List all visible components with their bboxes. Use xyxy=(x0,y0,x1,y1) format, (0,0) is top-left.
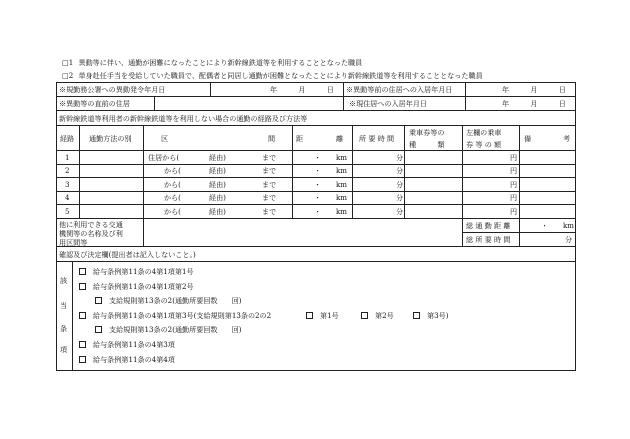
prev-residence-date-label: ※異動等前の住居への入居年月日 xyxy=(346,85,453,94)
decision-checkbox-1[interactable] xyxy=(79,268,86,275)
decision-checkbox-2[interactable] xyxy=(79,283,86,290)
col-time-sep xyxy=(404,125,405,218)
route-distance-unit: km xyxy=(336,193,348,202)
decision-checkbox-3a[interactable] xyxy=(95,326,102,333)
total-distance-dot: ・ xyxy=(541,221,549,230)
decision-checkbox-3[interactable] xyxy=(79,312,86,319)
intro-text-2: 単身赴任手当を受給していた職員で、配偶者と同居し通勤が困難となったことにより新幹線鉄道等を利用することとなった職員 xyxy=(78,71,483,80)
header-time: 所 要 時 間 xyxy=(359,134,395,143)
col-section-sep xyxy=(292,125,293,218)
route-number: 4 xyxy=(65,193,70,202)
route-to[interactable]: まで xyxy=(262,207,277,216)
frame-left-line xyxy=(56,82,57,370)
total-label-sep xyxy=(519,218,520,246)
route-distance-unit: km xyxy=(336,207,348,216)
route-distance-dot: ・ xyxy=(314,180,322,189)
route-fare-unit: 円 xyxy=(510,207,518,216)
decision-side-sep xyxy=(72,261,73,370)
intro-text-1: 異動等に伴い、通勤が困難になったことにより新幹線鉄道等を利用することとなった職員 xyxy=(78,58,363,67)
decision-title: 確認及び決定欄(提出者は記入しないこと。) xyxy=(59,250,196,259)
decision-side-char-4: 項 xyxy=(60,345,68,354)
current-residence-date-value[interactable]: 年 月 日 xyxy=(502,99,566,108)
prev-residence-label: ※異動等の直前の住居 xyxy=(59,99,130,108)
header-route: 経路 xyxy=(60,134,75,143)
header-distance-right: 離 xyxy=(336,134,344,143)
header-fare-1: 左欄の乗車 xyxy=(466,128,502,137)
decision-suboption-1: 第1号 xyxy=(320,311,339,320)
route-from[interactable]: 住居から( xyxy=(148,153,180,162)
transfer-date-value[interactable]: 年 月 日 xyxy=(270,85,334,94)
col-dist-sep xyxy=(352,125,353,218)
route-number: 5 xyxy=(65,207,70,216)
route-fare-unit: 円 xyxy=(510,193,518,202)
decision-side-char-1: 該 xyxy=(60,276,68,285)
date-row-bottom xyxy=(56,110,576,111)
route-number: 3 xyxy=(65,180,70,189)
frame-bottom-line xyxy=(56,370,576,371)
route-distance-dot: ・ xyxy=(314,207,322,216)
route-from[interactable]: から( xyxy=(164,180,181,189)
decision-side-char-2: 当 xyxy=(60,301,68,310)
intro-line-1 xyxy=(62,58,362,67)
route-fare-unit: 円 xyxy=(510,166,518,175)
route-time-unit: 分 xyxy=(396,193,404,202)
other-transport-label-2: 機関等の名称及び利 xyxy=(59,229,123,238)
decision-title-bottom xyxy=(56,261,576,262)
intro-line-2 xyxy=(62,71,483,80)
other-row-bottom xyxy=(56,246,576,247)
route-distance-unit: km xyxy=(336,166,348,175)
route-row-3-bottom xyxy=(56,191,576,192)
decision-item-2a: 支給規則第13条の2(通勤所要回数 回) xyxy=(109,296,242,305)
route-to[interactable]: まで xyxy=(262,180,277,189)
decision-suboption-checkbox-1[interactable] xyxy=(306,312,313,319)
other-transport-label-3: 用区間等 xyxy=(59,238,88,247)
section-title-bottom xyxy=(56,125,576,126)
total-distance-label: 総 通 勤 距 離 xyxy=(466,221,511,230)
route-from[interactable]: から( xyxy=(164,207,181,216)
header-note-left: 備 xyxy=(524,134,532,143)
header-ticket-2: 種 類 xyxy=(409,140,445,149)
date-v-3 xyxy=(465,82,466,110)
route-distance-dot: ・ xyxy=(314,153,322,162)
route-fare-unit: 円 xyxy=(510,180,518,189)
route-distance-unit: km xyxy=(336,153,348,162)
header-note-right: 考 xyxy=(563,134,571,143)
route-row-4-bottom xyxy=(56,204,576,205)
route-to[interactable]: まで xyxy=(262,153,277,162)
route-time-unit: 分 xyxy=(396,166,404,175)
header-distance-left: 距 xyxy=(296,134,304,143)
route-fare-unit: 円 xyxy=(510,153,518,162)
route-row-5-bottom xyxy=(56,218,576,219)
decision-checkbox-5[interactable] xyxy=(79,356,86,363)
decision-checkbox-4[interactable] xyxy=(79,341,86,348)
decision-suboption-3: 第3号) xyxy=(427,311,449,320)
decision-item-5: 給与条例第11条の4第4項 xyxy=(93,355,175,364)
route-via[interactable]: 経由) xyxy=(209,166,226,175)
decision-suboption-checkbox-3[interactable] xyxy=(413,312,420,319)
decision-side-char-3: 条 xyxy=(60,324,68,333)
intro-checkbox-2[interactable]: □2 xyxy=(62,71,74,80)
header-fare-2: 券 等 の 額 xyxy=(466,140,502,149)
intro-checkbox-1[interactable]: □1 xyxy=(62,58,74,67)
route-distance-dot: ・ xyxy=(314,166,322,175)
header-section-right: 間 xyxy=(268,134,276,143)
total-time-unit: 分 xyxy=(565,235,573,244)
date-v-4 xyxy=(154,96,155,110)
route-via[interactable]: 経由) xyxy=(209,180,226,189)
route-from[interactable]: から( xyxy=(164,166,181,175)
date-v-1 xyxy=(210,82,211,96)
route-number: 2 xyxy=(65,166,70,175)
total-time-label: 総 所 要 時 間 xyxy=(466,235,511,244)
col-method-sep xyxy=(143,125,144,218)
route-via[interactable]: 経由) xyxy=(209,153,226,162)
route-to[interactable]: まで xyxy=(262,166,277,175)
route-distance-dot: ・ xyxy=(314,193,322,202)
header-ticket-1: 乗車券等の xyxy=(409,128,445,137)
route-time-unit: 分 xyxy=(396,180,404,189)
current-residence-date-label: ※現住居への入居年月日 xyxy=(349,99,428,108)
decision-item-3: 給与条例第11条の4第1項第3号(支給規則第13条の2の2 xyxy=(93,311,272,320)
table-header-bottom xyxy=(56,150,576,151)
col-route-sep xyxy=(79,125,80,218)
route-section-title: 新幹線鉄道等利用者の新幹線鉄道等を利用しない場合の通勤の経路及び方法等 xyxy=(59,114,308,123)
decision-checkbox-2a[interactable] xyxy=(95,297,102,304)
decision-suboption-2: 第2号 xyxy=(375,311,394,320)
other-transport-label-1: 他に利用できる交通 xyxy=(59,220,123,229)
route-row-2-bottom xyxy=(56,177,576,178)
total-distance-unit: km xyxy=(563,221,575,230)
decision-item-3a: 支給規則第13条の2(通勤所要回数 回) xyxy=(109,325,242,334)
decision-item-2: 給与条例第11条の4第1項第2号 xyxy=(93,282,194,291)
route-time-unit: 分 xyxy=(396,153,404,162)
header-section-left: 区 xyxy=(161,134,169,143)
col-ticket-sep xyxy=(462,125,463,246)
transfer-date-label: ※規勤務公署への異動発令年月日 xyxy=(59,85,166,94)
date-row-divider xyxy=(56,96,576,97)
route-via[interactable]: 経由) xyxy=(209,207,226,216)
decision-suboption-checkbox-2[interactable] xyxy=(361,312,368,319)
route-to[interactable]: まで xyxy=(262,193,277,202)
route-row-1-bottom xyxy=(56,164,576,165)
frame-right-line xyxy=(575,82,576,370)
header-method: 通勤方法の別 xyxy=(89,134,132,143)
route-from[interactable]: から( xyxy=(164,193,181,202)
prev-residence-date-value[interactable]: 年 月 日 xyxy=(502,85,566,94)
decision-item-1: 給与条例第11条の4第1項第1号 xyxy=(93,267,194,276)
route-via[interactable]: 経由) xyxy=(209,193,226,202)
route-number: 1 xyxy=(65,153,70,162)
route-time-unit: 分 xyxy=(396,207,404,216)
decision-item-4: 給与条例第11条の4第3項 xyxy=(93,340,175,349)
frame-top-line xyxy=(56,82,576,83)
other-label-sep xyxy=(143,218,144,246)
col-fare-sep xyxy=(519,125,520,218)
route-distance-unit: km xyxy=(336,180,348,189)
date-v-2 xyxy=(343,82,344,110)
